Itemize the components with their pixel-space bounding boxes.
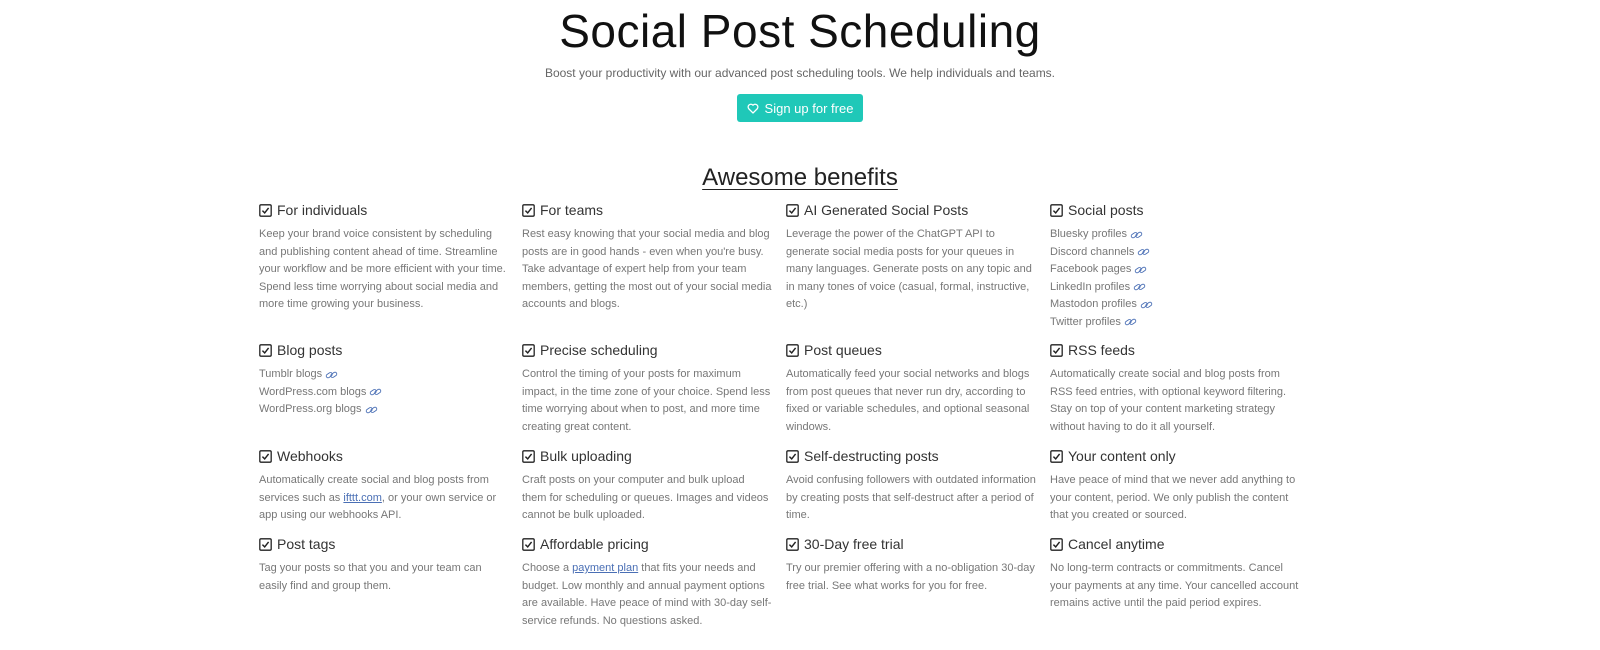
sign-up-label: Sign up for free (764, 100, 854, 116)
payment-plan-link[interactable]: payment plan (572, 562, 639, 574)
list-item[interactable]: WordPress.org blogs (259, 401, 509, 419)
feature-free-trial (786, 534, 1036, 595)
cta-container (0, 94, 1600, 122)
page-title: Social Post Scheduling (559, 5, 1041, 57)
feature-description: Automatically feed your social networks and blogs from post queues that never run dry, according to fixed or variable schedules, and optional seasonal windows. (786, 368, 1030, 433)
list-item[interactable]: WordPress.com blogs (259, 384, 509, 402)
feature-heading: AI Generated Social Posts (804, 202, 969, 218)
list-item[interactable]: Mastodon profiles (1050, 296, 1300, 314)
link-chain-icon (1134, 265, 1147, 275)
list-item[interactable]: Facebook pages (1050, 261, 1300, 279)
feature-description: Automatically create social and blog posts from services such as ifttt.com, or your own service or app using our webhooks API. (259, 474, 497, 521)
feature-heading: Cancel anytime (1068, 536, 1165, 552)
feature-for-teams (522, 200, 772, 314)
feature-description: Keep your brand voice consistent by scheduling and publishing content ahead of time. Streamline your workflow and be more efficient with your time. Spend less time worrying about social media and more time growing your business. (259, 228, 506, 310)
benefits-title: Awesome benefits (702, 164, 898, 191)
checkbox-checked-icon (522, 204, 535, 217)
feature-heading: Bulk uploading (540, 448, 632, 464)
blog-platform-list (259, 366, 509, 419)
list-item[interactable]: LinkedIn profiles (1050, 279, 1300, 297)
feature-for-individuals (259, 200, 509, 314)
feature-description: Rest easy knowing that your social media and blog posts are in good hands - even when you're busy. Take advantage of expert help from your team members, getting the most out of your social media accounts and blogs. (522, 228, 772, 310)
link-chain-icon (1124, 317, 1137, 327)
feature-heading: Affordable pricing (540, 536, 649, 552)
feature-description: No long-term contracts or commitments. Cancel your payments at any time. Your cancelled account remains active until the paid period expires. (1050, 562, 1299, 609)
feature-ai-generated-posts (786, 200, 1036, 314)
feature-description: Craft posts on your computer and bulk upload them for scheduling or queues. Images and videos cannot be bulk uploaded. (522, 474, 769, 521)
link-chain-icon (369, 387, 382, 397)
checkbox-checked-icon (1050, 204, 1063, 217)
feature-heading: For teams (540, 202, 604, 218)
checkbox-checked-icon (786, 344, 799, 357)
checkbox-checked-icon (1050, 538, 1063, 551)
feature-webhooks (259, 446, 509, 525)
checkbox-checked-icon (522, 344, 535, 357)
feature-heading: RSS feeds (1068, 342, 1135, 358)
feature-heading: Precise scheduling (540, 342, 658, 358)
feature-self-destructing-posts (786, 446, 1036, 525)
checkbox-checked-icon (259, 450, 272, 463)
checkbox-checked-icon (259, 344, 272, 357)
feature-post-queues (786, 340, 1036, 436)
link-chain-icon (325, 370, 338, 380)
feature-your-content-only (1050, 446, 1300, 525)
feature-heading: Social posts (1068, 202, 1144, 218)
feature-description: Tag your posts so that you and your team can easily find and group them. (259, 562, 482, 592)
link-chain-icon (1133, 282, 1146, 292)
page-subtitle: Boost your productivity with our advanced post scheduling tools. We help individuals and teams. (544, 66, 1056, 80)
ifttt-link[interactable]: ifttt.com (343, 491, 382, 504)
feature-heading: Post tags (277, 536, 336, 552)
feature-social-posts (1050, 200, 1300, 331)
feature-description: Automatically create social and blog posts from RSS feed entries, with optional keyword filtering. Stay on top of your content marketing strategy without having to do it all yourself. (1050, 368, 1287, 433)
feature-description: Leverage the power of the ChatGPT API to generate social media posts for your queues in many languages. Generate posts on any topic and in many tones of voice (casual, formal, instructive, etc.) (786, 228, 1032, 310)
sign-up-button[interactable] (737, 94, 864, 122)
feature-bulk-uploading (522, 446, 772, 525)
feature-precise-scheduling (522, 340, 772, 436)
list-item[interactable]: Tumblr blogs (259, 366, 509, 384)
feature-description: Avoid confusing followers with outdated information by creating posts that self-destruct after a period of time. (786, 474, 1036, 521)
feature-description: Choose a payment plan that fits your needs and budget. Low monthly and annual payment options are available. Have peace of mind with 30-day self-service refunds. No questions asked. (522, 562, 772, 627)
feature-heading: Your content only (1068, 448, 1176, 464)
checkbox-checked-icon (522, 450, 535, 463)
feature-description: Try our premier offering with a no-obligation 30-day free trial. See what works for you for free. (786, 562, 1035, 592)
checkbox-checked-icon (259, 538, 272, 551)
feature-heading: Blog posts (277, 342, 343, 358)
list-item[interactable]: Bluesky profiles (1050, 226, 1300, 244)
link-chain-icon (1140, 300, 1153, 310)
feature-cancel-anytime (1050, 534, 1300, 613)
list-item[interactable]: Discord channels (1050, 244, 1300, 262)
checkbox-checked-icon (259, 204, 272, 217)
feature-description: Control the timing of your posts for maximum impact, in the time zone of your choice. Spend less time worrying about when to post, and more time creating great content. (522, 368, 771, 433)
link-chain-icon (365, 405, 378, 415)
checkbox-checked-icon (786, 204, 799, 217)
feature-heading: For individuals (277, 202, 368, 218)
link-chain-icon (1130, 230, 1143, 240)
heart-icon (747, 103, 759, 114)
list-item[interactable]: Twitter profiles (1050, 314, 1300, 332)
feature-post-tags (259, 534, 509, 595)
checkbox-checked-icon (1050, 450, 1063, 463)
social-network-list (1050, 226, 1300, 331)
feature-heading: Self-destructing posts (804, 448, 939, 464)
checkbox-checked-icon (1050, 344, 1063, 357)
feature-heading: 30-Day free trial (804, 536, 904, 552)
checkbox-checked-icon (786, 538, 799, 551)
checkbox-checked-icon (522, 538, 535, 551)
feature-rss-feeds (1050, 340, 1300, 436)
feature-heading: Webhooks (277, 448, 343, 464)
feature-description: Have peace of mind that we never add anything to your content, period. We only publish the content that you created or sourced. (1050, 474, 1296, 521)
link-chain-icon (1137, 247, 1150, 257)
feature-heading: Post queues (804, 342, 882, 358)
feature-blog-posts (259, 340, 509, 419)
feature-affordable-pricing (522, 534, 772, 630)
checkbox-checked-icon (786, 450, 799, 463)
